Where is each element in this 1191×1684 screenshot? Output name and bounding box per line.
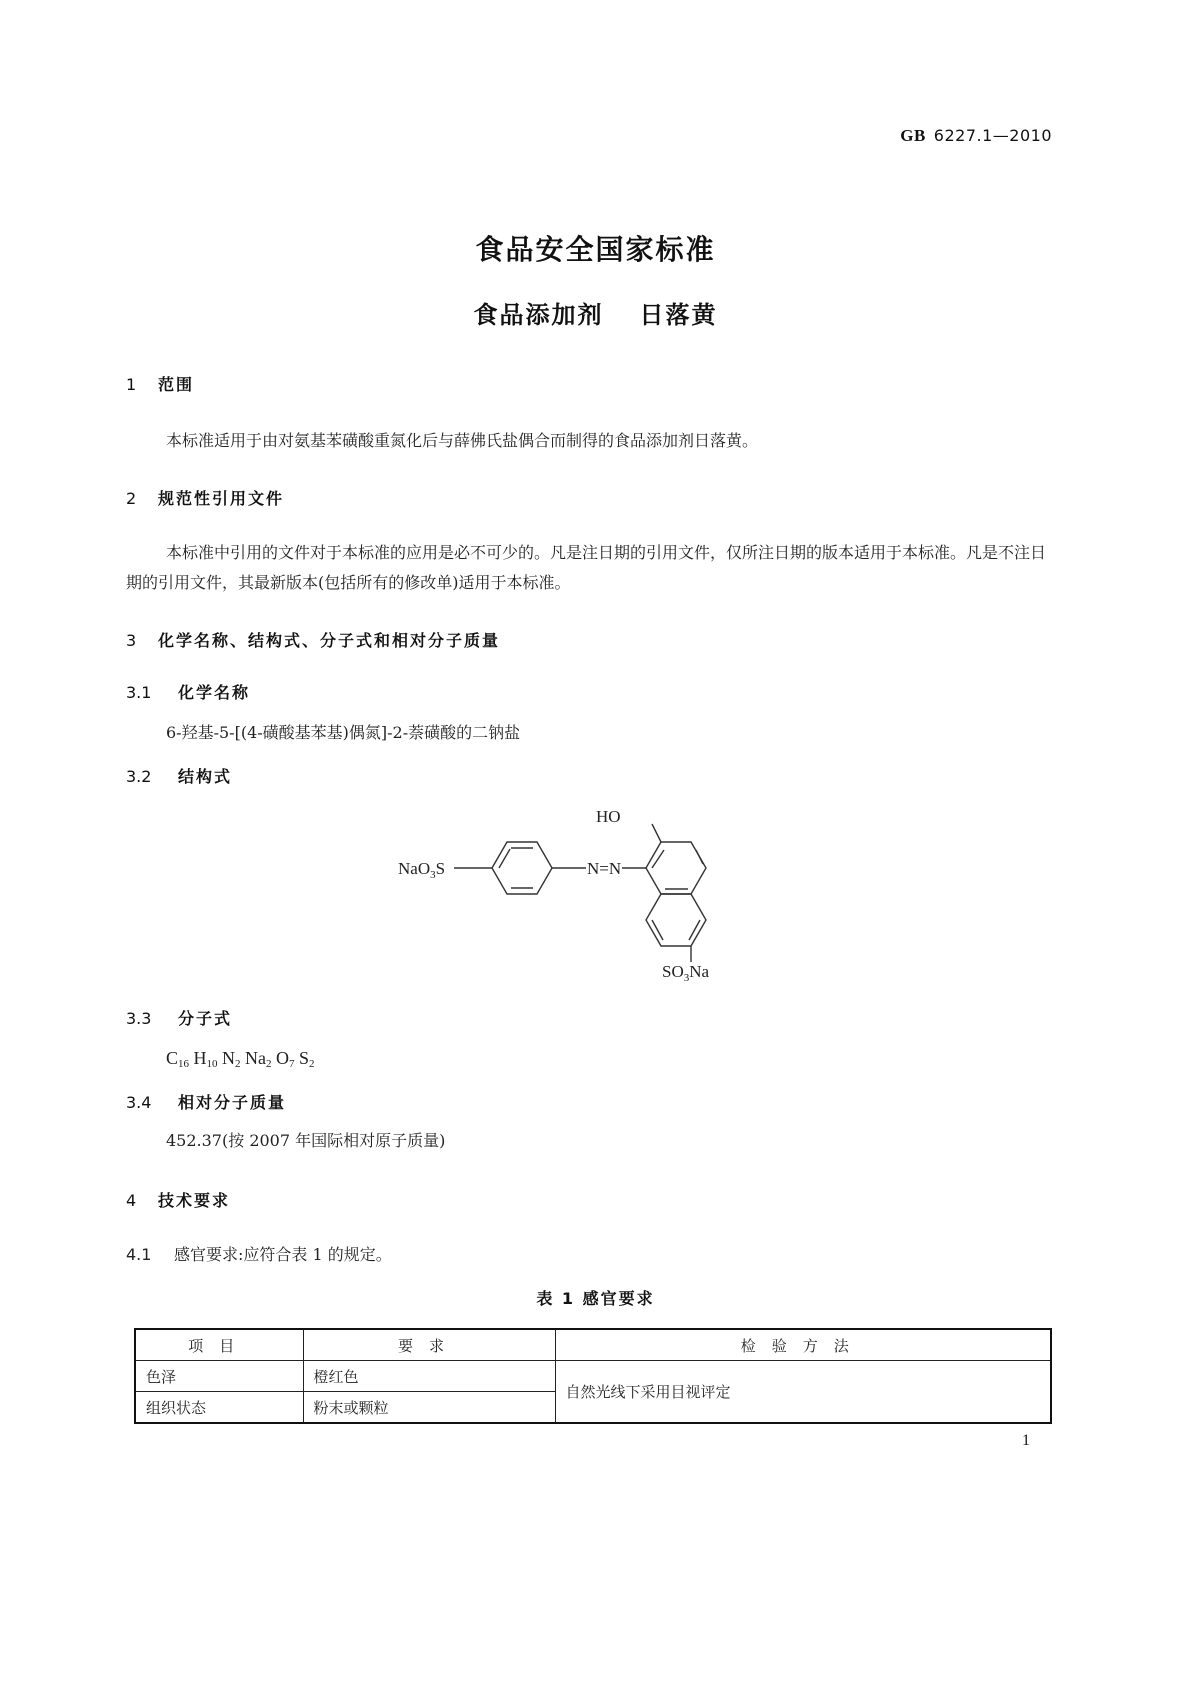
standard-number: 6227.1—2010 (933, 126, 1052, 145)
table-1-caption: 表 1 感官要求 (536, 1289, 655, 1308)
section-title: 化学名称、结构式、分子式和相对分子质量 (158, 631, 501, 650)
right-substituent-label: $SO_3Na$ (662, 962, 710, 984)
cell-requirement: 橙红色 (303, 1361, 555, 1392)
hydroxyl-label: HO (596, 807, 621, 826)
cell-item: 色泽 (135, 1361, 303, 1392)
molecular-mass: 452.37(按 2007 年国际相对原子质量) (166, 1131, 446, 1150)
section-number: 4 (126, 1191, 137, 1210)
page-number: 1 (1022, 1432, 1030, 1449)
section-number: 3.4 (126, 1093, 152, 1112)
col-header-requirement: 要求 (303, 1329, 555, 1361)
section-3-3-heading (126, 1006, 232, 1029)
section-number: 2 (126, 489, 137, 508)
sensory-requirements-table (134, 1328, 1052, 1424)
section-3-4-heading (126, 1090, 286, 1113)
section-number: 3.3 (126, 1009, 152, 1028)
left-substituent-label: NaO$_3$S (398, 859, 446, 881)
section-number: 1 (126, 375, 137, 394)
col-header-item: 项目 (135, 1329, 303, 1361)
subtitle-part-b: 日落黄 (639, 301, 718, 329)
section-number: 4.1 (126, 1245, 152, 1264)
section-1-heading (126, 372, 194, 395)
cell-item: 组织状态 (135, 1392, 303, 1424)
page-title: 食品安全国家标准 (475, 233, 716, 266)
standard-code (0, 126, 1052, 146)
section-2-body: 本标准中引用的文件对于本标准的应用是必不可少的。凡是注日期的引用文件，仅所注日期的版本适用于本标准。凡是不注日期的引用文件，其最新版本(包括所有的修改单)适用于本标准。 (126, 543, 1047, 592)
cell-method: 自然光线下采用目视评定 (555, 1361, 1051, 1424)
section-title: 结构式 (178, 767, 233, 786)
section-number: 3.2 (126, 767, 152, 786)
section-4-heading (126, 1188, 230, 1211)
section-3-1-heading (126, 680, 250, 703)
section-4-1-text: 感官要求:应符合表 1 的规定。 (174, 1245, 392, 1264)
azo-label: N=N (587, 859, 622, 878)
section-number: 3.1 (126, 683, 152, 702)
table-row (135, 1361, 1051, 1392)
subtitle-part-a: 食品添加剂 (473, 301, 604, 329)
section-title: 分子式 (178, 1009, 233, 1028)
standard-prefix: GB (900, 126, 926, 145)
chemical-name: 6-羟基-5-[(4-磺酸基苯基)偶氮]-2-萘磺酸的二钠盐 (166, 723, 521, 742)
section-number: 3 (126, 631, 137, 650)
section-title: 范围 (158, 375, 195, 394)
section-title: 相对分子质量 (178, 1093, 287, 1112)
section-3-2-heading (126, 764, 232, 787)
section-title: 技术要求 (158, 1191, 231, 1210)
structural-formula-diagram (390, 800, 730, 990)
section-3-heading (126, 628, 500, 651)
section-1-body: 本标准适用于由对氨基苯磺酸重氮化后与薛佛氏盐偶合而制得的食品添加剂日落黄。 (166, 431, 759, 450)
section-2-heading (126, 486, 284, 509)
cell-requirement: 粉末或颗粒 (303, 1392, 555, 1424)
molecular-formula: $C_{16}$ $H_{10}$ $N_2$ $Na_2$ $O_7$ $S_2$ (166, 1048, 315, 1070)
section-title: 规范性引用文件 (158, 489, 285, 508)
table-header-row (135, 1329, 1051, 1361)
section-4-1 (126, 1240, 392, 1270)
page-subtitle (0, 295, 1191, 330)
section-title: 化学名称 (178, 683, 251, 702)
col-header-method: 检验方法 (555, 1329, 1051, 1361)
